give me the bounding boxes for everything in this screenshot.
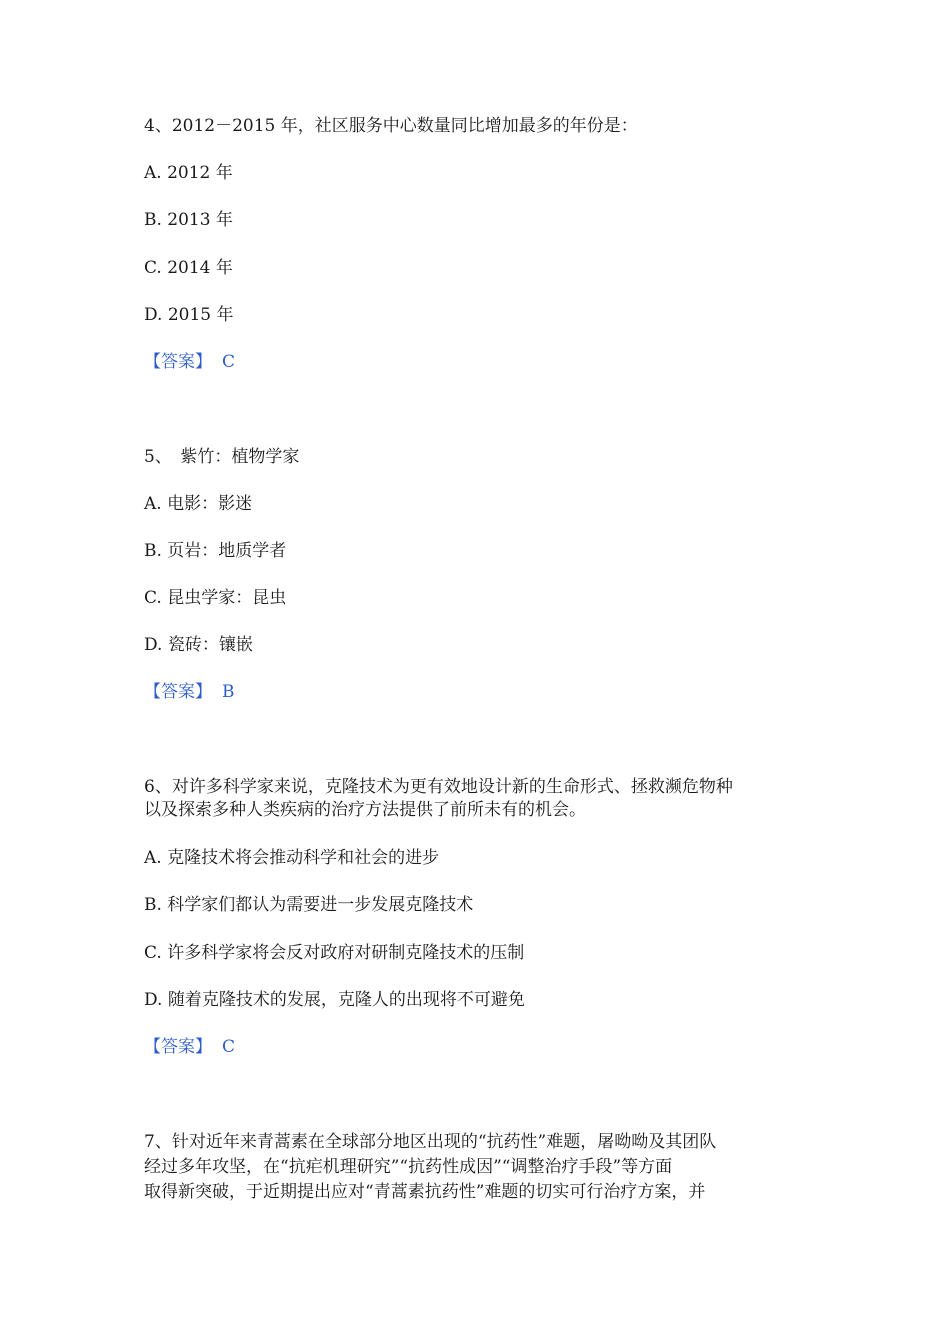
q5-stem: 5、 紫竹：植物学家 (144, 447, 300, 467)
q7-stem-line-1: 7、针对近年来青蒿素在全球部分地区出现的“抗药性”难题，屠呦呦及其团队 (144, 1132, 717, 1152)
q4-option-a: A. 2012 年 (144, 163, 233, 183)
q4-answer (144, 350, 235, 374)
q5-answer-tag: 【答案】 (144, 682, 212, 702)
q5-answer (144, 680, 235, 704)
q6-answer-value: C (222, 1037, 236, 1057)
q6-option-c: C. 许多科学家将会反对政府对研制克隆技术的压制 (144, 943, 525, 963)
q7-stem-line-2: 经过多年攻坚，在“抗疟机理研究”“抗药性成因”“调整治疗手段”等方面 (144, 1157, 673, 1177)
q4-stem: 4、2012－2015 年，社区服务中心数量同比增加最多的年份是： (144, 116, 638, 136)
q6-stem-line-2: 以及探索多种人类疾病的治疗方法提供了前所未有的机会。 (144, 800, 586, 820)
q6-answer (144, 1035, 235, 1059)
q6-option-b: B. 科学家们都认为需要进一步发展克隆技术 (144, 895, 474, 915)
q5-option-d: D. 瓷砖：镶嵌 (144, 635, 253, 655)
q4-option-b: B. 2013 年 (144, 210, 233, 230)
q7-stem-line-3: 取得新突破，于近期提出应对“青蒿素抗药性”难题的切实可行治疗方案，并 (144, 1182, 706, 1202)
q6-option-d: D. 随着克隆技术的发展，克隆人的出现将不可避免 (144, 990, 525, 1010)
q6-stem-line-1: 6、对许多科学家来说，克隆技术为更有效地设计新的生命形式、拯救濒危物种 (144, 777, 733, 797)
q4-option-d: D. 2015 年 (144, 305, 234, 325)
q4-answer-value: C (222, 352, 236, 372)
q6-option-a: A. 克隆技术将会推动科学和社会的进步 (144, 848, 440, 868)
q5-option-b: B. 页岩：地质学者 (144, 541, 287, 561)
q5-answer-value: B (222, 682, 235, 702)
q4-answer-tag: 【答案】 (144, 352, 212, 372)
q4-option-c: C. 2014 年 (144, 258, 233, 278)
q5-option-a: A. 电影：影迷 (144, 494, 253, 514)
q6-answer-tag: 【答案】 (144, 1037, 212, 1057)
q5-option-c: C. 昆虫学家：昆虫 (144, 588, 287, 608)
